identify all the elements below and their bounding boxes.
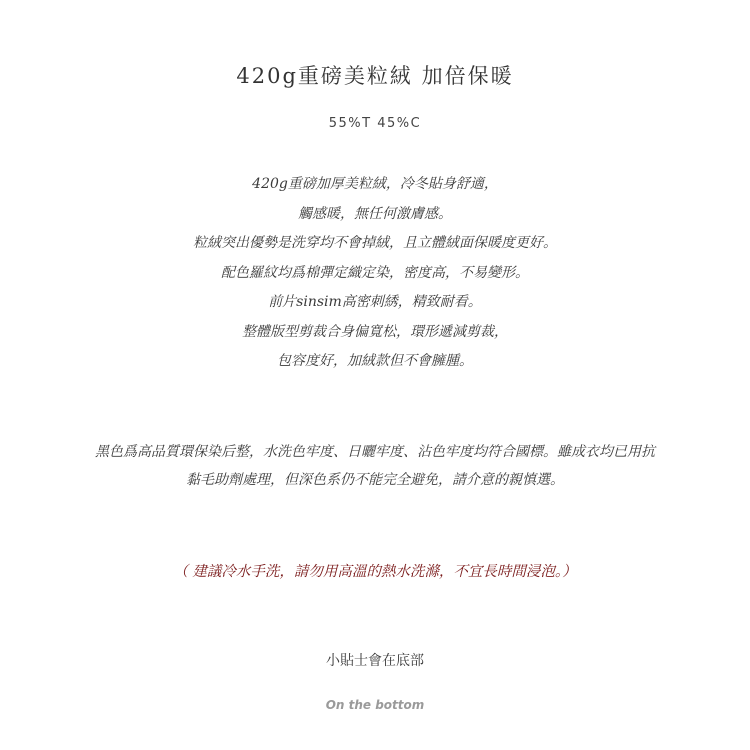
note-line: 黑色爲高品質環保染后整，水洗色牢度、日曬牢度、沾色牢度均符合國標。雖成衣均已用抗 bbox=[95, 444, 655, 460]
description-line: 配色羅紋均爲棉彈定織定染，密度高，不易變形。 bbox=[221, 264, 529, 281]
description-line: 粒絨突出優勢是洗穿均不會掉絨，且立體絨面保暖度更好。 bbox=[193, 235, 557, 251]
color-fastness-note bbox=[20, 438, 730, 494]
fabric-composition: 55%T 45%C bbox=[328, 116, 422, 131]
note-line: 黏毛助劑處理，但深色系仍不能完全避免，請介意的親慎選。 bbox=[186, 472, 564, 488]
description-line: 觸感暖，無任何激膚感。 bbox=[298, 205, 452, 222]
description-block bbox=[0, 170, 750, 377]
tips-subheading: On the bottom bbox=[325, 698, 425, 712]
description-line: 420g重磅加厚美粒絨，冷冬貼身舒適， bbox=[252, 176, 498, 192]
washing-instructions: （ 建議冷水手洗，請勿用高溫的熱水洗滌，不宜長時間浸泡。） bbox=[173, 564, 577, 580]
tips-heading: 小貼士會在底部 bbox=[326, 653, 424, 669]
description-line: 整體版型剪裁合身偏寬松，環形遞減剪裁， bbox=[242, 323, 508, 340]
description-line: 前片sinsim高密刺綉，精致耐看。 bbox=[268, 294, 482, 310]
description-line: 包容度好，加絨款但不會臃腫。 bbox=[277, 353, 473, 369]
product-title: 420g重磅美粒絨 加倍保暖 bbox=[236, 64, 514, 88]
